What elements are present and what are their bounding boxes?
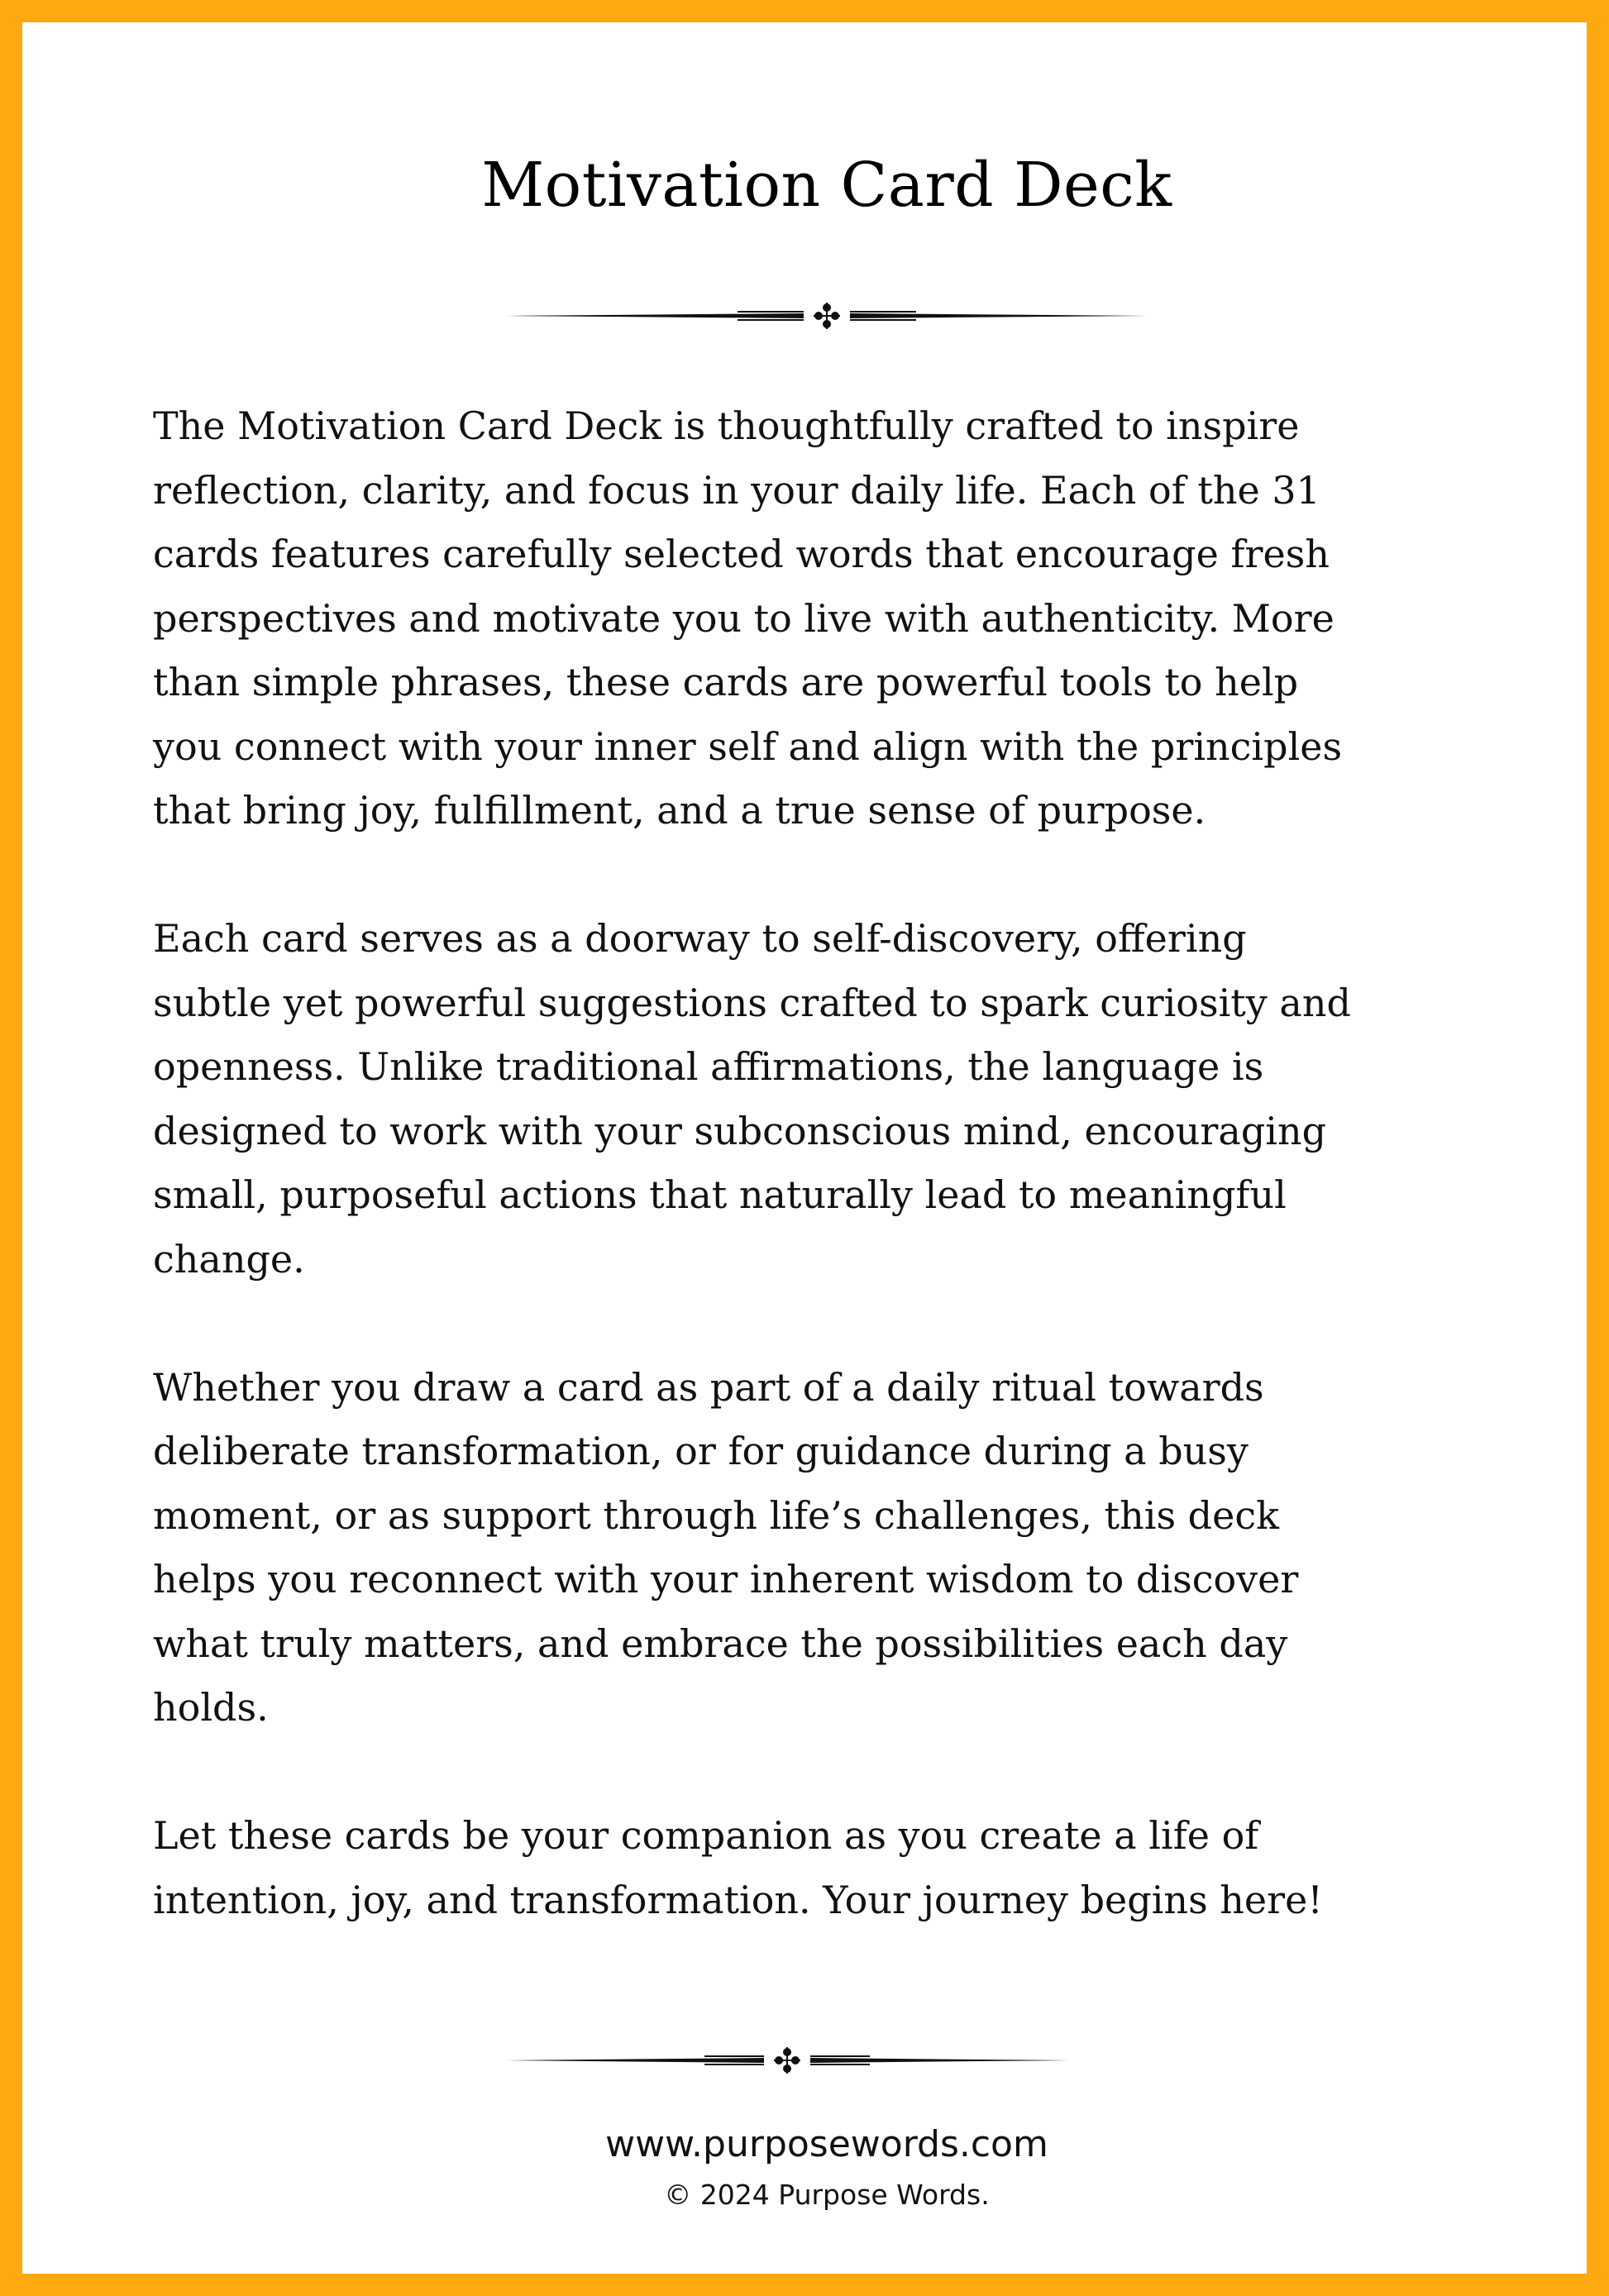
footer-website: www.purposewords.com (605, 2123, 1048, 2165)
ornamental-divider-top (506, 299, 1148, 332)
footer-copyright: © 2024 Purpose Words. (664, 2179, 990, 2211)
paragraph-closing: Let these cards be your companion as you create a life of intention, joy, and transformation. Your journey begins here! (153, 1813, 1323, 1922)
ornamental-divider-bottom (506, 2044, 1068, 2077)
ornament-icon (774, 2047, 800, 2074)
paragraph-intro: The Motivation Card Deck is thoughtfully crafted to inspire reflection, clarity, and focus in your daily life. Each of the 31 cards features carefully selected words that encourage fresh perspectives and motivate you to live with authenticity. More than simple phrases, these cards are powerful tools to help you connect with your inner self and align with the principles that bring joy, fulfillment, and a true sense of purpose. (153, 403, 1343, 833)
page-title: Motivation Card Deck (481, 150, 1172, 221)
ornament-icon (814, 303, 840, 329)
body-text (153, 394, 1509, 1932)
paragraph-self-discovery: Each card serves as a doorway to self-discovery, offering subtle yet powerful suggestions crafted to spark curiosity and openness. Unlike traditional affirmations, the language is designed to work with your subconscious mind, encouraging small, purposeful actions that naturally lead to meaningful change. (153, 916, 1351, 1282)
paragraph-daily-ritual: Whether you draw a card as part of a daily ritual towards deliberate transformation, or for guidance during a busy moment, or as support through life’s challenges, this deck helps you reconnect with your inherent wisdom to discover what truly matters, and embrace the possibilities each day holds. (153, 1364, 1299, 1730)
